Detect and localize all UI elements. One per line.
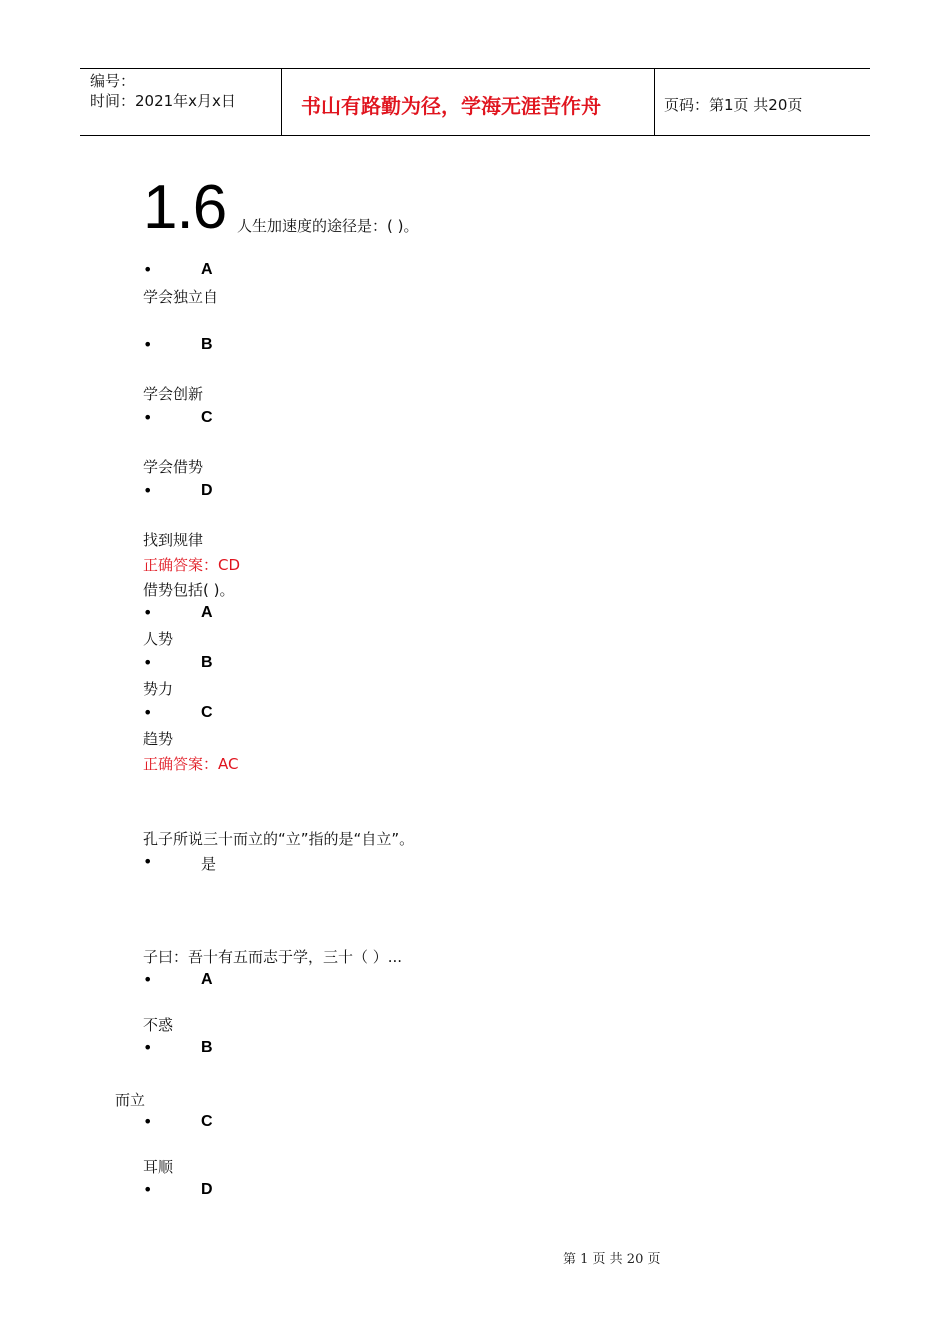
- option-letter: D: [201, 1181, 213, 1198]
- option-letter: B: [201, 1039, 213, 1056]
- header-top-rule: [80, 68, 870, 69]
- header-bottom-rule: [80, 135, 870, 136]
- option-letter: A: [201, 971, 213, 988]
- option-letter: B: [201, 336, 213, 353]
- option-letter: C: [201, 704, 213, 721]
- option-text: 耳顺: [143, 1158, 174, 1176]
- header-divider-right: [654, 68, 655, 136]
- option-text: 学会独立自: [143, 288, 219, 306]
- bullet-icon: •: [143, 703, 153, 722]
- bullet-icon: •: [143, 653, 153, 672]
- option-letter: A: [201, 604, 213, 621]
- option-text: 人势: [143, 630, 174, 648]
- option-letter: C: [201, 1113, 213, 1130]
- option-letter: A: [201, 261, 213, 278]
- bullet-icon: •: [143, 408, 153, 427]
- option-text: 不惑: [143, 1016, 174, 1034]
- option-letter: B: [201, 654, 213, 671]
- bullet-icon: •: [143, 1112, 153, 1131]
- page-footer: 第 1 页 共 20 页: [563, 1252, 661, 1267]
- question-2: 借势包括( )。: [143, 581, 235, 599]
- question-4: 子曰：吾十有五而志于学，三十（ ）...: [143, 948, 403, 966]
- question-3: 孔子所说三十而立的“立”指的是“自立”。: [143, 830, 415, 848]
- question-1: 人生加速度的途径是：( )。: [237, 217, 419, 235]
- correct-answer: 正确答案：AC: [143, 755, 239, 773]
- bullet-icon: •: [143, 260, 153, 279]
- bullet-icon: •: [143, 481, 153, 500]
- page-info: 页码：第1页 共20页: [664, 96, 803, 114]
- bullet-icon: •: [143, 335, 153, 354]
- serial-label: 编号：: [90, 72, 136, 90]
- bullet-icon: •: [143, 1180, 153, 1199]
- header-divider-left: [281, 68, 282, 136]
- option-text: 势力: [143, 680, 174, 698]
- option-text: 趋势: [143, 730, 174, 748]
- option-text: 学会创新: [143, 385, 204, 403]
- option-letter: C: [201, 409, 213, 426]
- section-number: 1.6: [143, 173, 227, 242]
- bullet-icon: •: [143, 1038, 153, 1057]
- option-letter: 是: [201, 855, 217, 873]
- option-letter: D: [201, 482, 213, 499]
- option-text: 而立: [115, 1091, 146, 1109]
- bullet-icon: •: [143, 603, 153, 622]
- date-label: 时间：2021年x月x日: [90, 92, 236, 110]
- option-text: 学会借势: [143, 458, 204, 476]
- option-text: 找到规律: [143, 531, 204, 549]
- header-motto: 书山有路勤为径，学海无涯苦作舟: [301, 94, 601, 118]
- correct-answer: 正确答案：CD: [143, 556, 241, 574]
- bullet-icon: •: [143, 852, 153, 871]
- bullet-icon: •: [143, 970, 153, 989]
